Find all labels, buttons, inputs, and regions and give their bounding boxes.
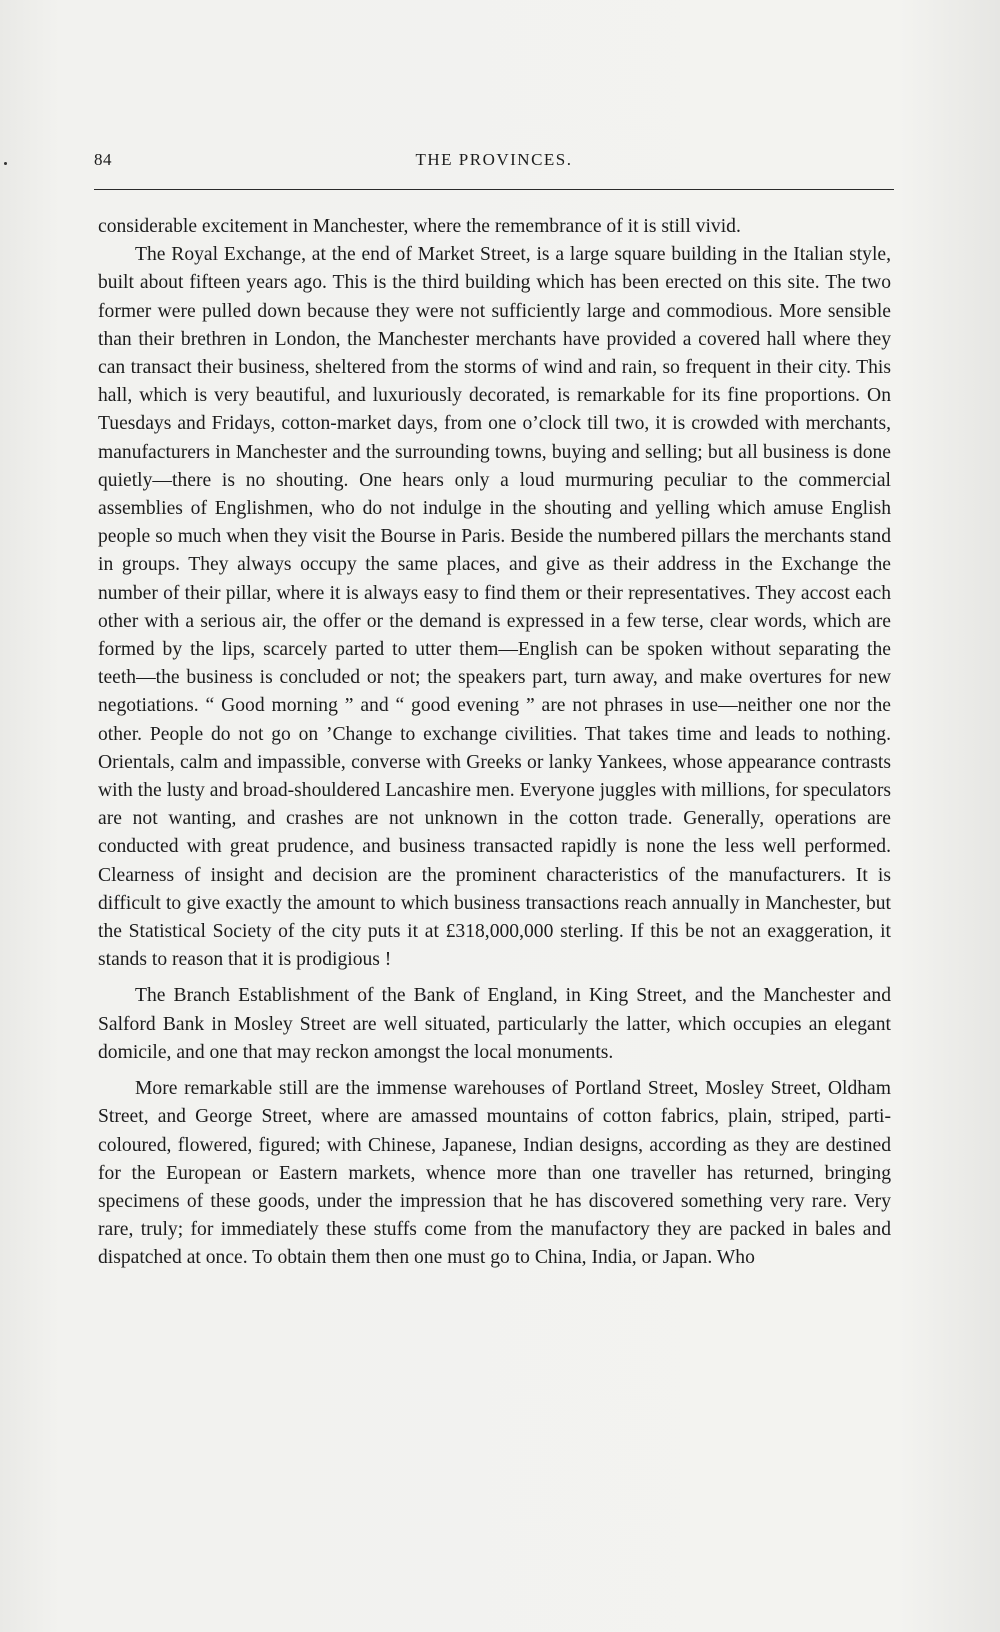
page-number: 84 [94,150,112,169]
body-text [98,213,891,1273]
paragraph-banks: The Branch Establishment of the Bank of England, in King Street, and the Manchester and Salford Bank in Mosley Street are well situated, particularly the latter, which occupies an elegant domicile, and one that may reckon amongst the local monuments. [98,985,891,1063]
paragraph-continued: considerable excitement in Manchester, where the remembrance of it is still vivid. [98,216,741,237]
running-title: THE PROVINCES. [415,150,573,169]
paragraph-royal-exchange: The Royal Exchange, at the end of Market Street, is a large square building in the Italian style, built about fifteen years ago. This is the third building which has been erected on this site. The two former were pulled down because they were not sufficiently large and commodious. More sensible than their brethren in London, the Manchester merchants have provided a covered hall where they can transact their business, sheltered from the storms of wind and rain, so frequent in their city. This hall, which is very beautiful, and luxuriously decorated, is remarkable for its fine proportions. On Tuesdays and Fridays, cotton-market days, from one o’clock till two, it is crowded with merchants, manufacturers in Manchester and the surrounding towns, buying and selling; but all business is done quietly—there is no shouting. One hears only a loud murmuring peculiar to the commercial assemblies of Englishmen, who do not indulge in the shouting and yelling which amuse English people so much when they visit the Bourse in Paris. Beside the numbered pillars the merchants stand in groups. They always occupy the same places, and give as their address in the Exchange the number of their pillar, where it is always easy to find them or their representatives. They accost each other with a serious air, the offer or the demand is expressed in a few terse, clear words, which are formed by the lips, scarcely parted to utter them—English can be spoken without separating the teeth—the business is concluded or not; the speakers part, turn away, and make overtures for new negotiations. “ Good morning ” and “ good evening ” are not phrases in use—neither one nor the other. People do not go on ’Change to exchange civilities. That takes time and leads to nothing. Orientals, calm and impassible, converse with Greeks or lanky Yankees, whose appearance contrasts with the lusty and broad-shouldered Lancashire men. Everyone juggles with millions, for speculators are not wanting, and crashes are not unknown in the cotton trade. Generally, operations are conducted with great prudence, and business transacted rapidly is none the less well performed. Clearness of insight and decision are the prominent characteristics of the manufacturers. It is difficult to give exactly the amount to which business transactions reach annually in Manchester, but the Statistical Society of the city puts it at £318,000,000 sterling. If this be not an exaggeration, it stands to reason that it is prodigious ! [98,244,891,971]
running-head [94,150,894,174]
margin-speck [4,162,7,165]
header-rule [94,189,894,190]
paragraph-warehouses: More remarkable still are the immense warehouses of Portland Street, Mosley Street, Oldham Street, and George Street, where are amassed mountains of cotton fabrics, plain, striped, parti-coloured, flowered, figured; with Chinese, Japanese, Indian designs, according as they are destined for the European or Eastern markets, whence more than one traveller has returned, bringing specimens of these goods, under the impression that he has discovered something very rare. Very rare, truly; for immediately these stuffs come from the manufactory they are packed in bales and dispatched at once. To obtain them then one must go to China, India, or Japan. Who [98,1078,891,1269]
